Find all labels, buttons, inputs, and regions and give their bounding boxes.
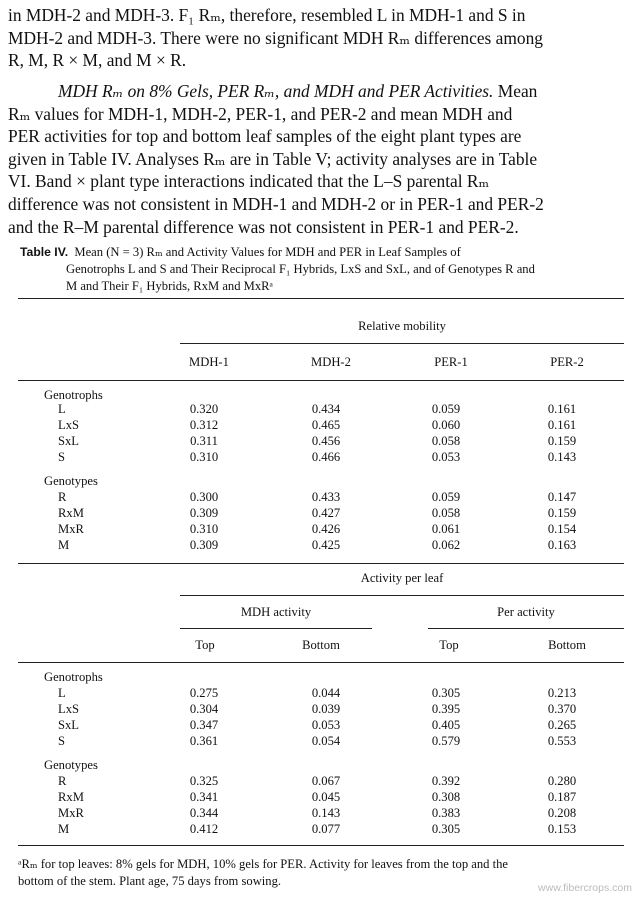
table-caption	[20, 244, 622, 295]
table-cell: 0.427	[311, 506, 341, 520]
row-label: SxL	[58, 434, 79, 448]
table-cell: 0.265	[547, 718, 577, 732]
column-header-mdh-bottom: Bottom	[302, 638, 340, 652]
row-label: S	[58, 734, 66, 748]
group-label: Genotrophs	[44, 670, 103, 684]
mdh-activity-header: MDH activity	[240, 605, 312, 619]
column-header-mdh2: MDH-2	[311, 355, 351, 369]
table-cell: 0.370	[547, 702, 577, 716]
section-heading: MDH Rₘ on 8% Gels, PER Rₘ, and MDH and PER Activities.	[58, 81, 494, 101]
table-cell: 0.159	[547, 506, 577, 520]
footnote-line: ᵃRₘ for top leaves: 8% gels for MDH, 10% gels for PER. Activity for leaves from the top and the	[18, 857, 508, 871]
group-label: Genotrophs	[44, 388, 103, 402]
table-cell: 0.053	[431, 450, 461, 464]
table-cell: 0.213	[547, 686, 577, 700]
column-header-mdh-top: Top	[195, 638, 215, 652]
table-cell: 0.061	[431, 522, 461, 536]
intro-line: R, M, R × M, and M × R.	[8, 50, 187, 71]
section-paragraph	[8, 80, 630, 238]
per-activity-rule	[428, 628, 624, 629]
table-cell: 0.361	[189, 734, 219, 748]
column-header-per2: PER-2	[550, 355, 584, 369]
activity-header: Activity per leaf	[360, 571, 444, 585]
table-cell: 0.383	[431, 806, 461, 820]
mobility-columns-rule	[18, 380, 624, 381]
table-cell: 0.305	[431, 686, 461, 700]
per-activity-header: Per activity	[497, 605, 555, 619]
table-cell: 0.044	[311, 686, 341, 700]
row-label: L	[58, 402, 66, 416]
table-cell: 0.208	[547, 806, 577, 820]
table-cell: 0.058	[431, 506, 461, 520]
section-line: given in Table IV. Analyses Rₘ are in Table V; activity analyses are in Table	[8, 148, 538, 169]
table-cell: 0.465	[311, 418, 341, 432]
table-cell: 0.161	[547, 418, 577, 432]
table-cell: 0.275	[189, 686, 219, 700]
section-line: Rₘ values for MDH-1, MDH-2, PER-1, and PER-2 and mean MDH and	[8, 103, 513, 124]
table-cell: 0.309	[189, 506, 219, 520]
watermark: www.fibercrops.com	[538, 882, 632, 894]
table-cell: 0.163	[547, 538, 577, 552]
section-line: and the R–M parental difference was not consistent in PER-1 and PER-2.	[8, 216, 519, 237]
table-top-rule	[18, 298, 624, 299]
table-cell: 0.305	[431, 822, 461, 836]
caption-text: Mean (N = 3) Rₘ and Activity Values for MDH and PER in Leaf Samples of	[74, 245, 461, 259]
row-label: R	[58, 774, 67, 788]
row-label: L	[58, 686, 66, 700]
column-header-per-bottom: Bottom	[548, 638, 586, 652]
table-cell: 0.347	[189, 718, 219, 732]
section-line: Mean	[497, 81, 538, 101]
row-label: RxM	[58, 506, 84, 520]
row-label: SxL	[58, 718, 79, 732]
row-label: S	[58, 450, 66, 464]
caption-line	[20, 244, 622, 261]
row-label: LxS	[58, 702, 79, 716]
table-cell: 0.425	[311, 538, 341, 552]
table-label: Table IV.	[20, 245, 69, 259]
caption-line: M and Their F₁ Hybrids, RxM and MxRᵃ	[66, 279, 274, 293]
table-cell: 0.308	[431, 790, 461, 804]
table-cell: 0.309	[189, 538, 219, 552]
table-cell: 0.433	[311, 490, 341, 504]
table-cell: 0.067	[311, 774, 341, 788]
table-cell: 0.320	[189, 402, 219, 416]
column-header-per-top: Top	[439, 638, 459, 652]
column-header-per1: PER-1	[434, 355, 468, 369]
group-label: Genotypes	[44, 758, 98, 772]
mobility-header-rule	[180, 343, 624, 344]
table-cell: 0.325	[189, 774, 219, 788]
table-cell: 0.143	[547, 450, 577, 464]
table-cell: 0.062	[431, 538, 461, 552]
table-cell: 0.304	[189, 702, 219, 716]
table-cell: 0.058	[431, 434, 461, 448]
table-cell: 0.154	[547, 522, 577, 536]
row-label: M	[58, 822, 70, 836]
section-line: PER activities for top and bottom leaf samples of the eight plant types are	[8, 126, 522, 147]
table-cell: 0.143	[311, 806, 341, 820]
table-cell: 0.392	[431, 774, 461, 788]
table-cell: 0.300	[189, 490, 219, 504]
table-bottom-rule	[18, 845, 624, 846]
group-label: Genotypes	[44, 474, 98, 488]
table-cell: 0.059	[431, 490, 461, 504]
intro-line: MDH-2 and MDH-3. There were no significant MDH Rₘ differences among	[8, 27, 543, 48]
table-cell: 0.045	[311, 790, 341, 804]
table-cell: 0.312	[189, 418, 219, 432]
row-label: MxR	[58, 522, 84, 536]
table-cell: 0.159	[547, 434, 577, 448]
table-cell: 0.187	[547, 790, 577, 804]
activity-header-rule	[180, 595, 624, 596]
table-cell: 0.311	[190, 434, 218, 448]
table-cell: 0.579	[431, 734, 461, 748]
table-cell: 0.077	[311, 822, 341, 836]
row-label: MxR	[58, 806, 84, 820]
row-label: LxS	[58, 418, 79, 432]
table-cell: 0.153	[547, 822, 577, 836]
mobility-header: Relative mobility	[358, 319, 446, 333]
row-label: RxM	[58, 790, 84, 804]
table-cell: 0.405	[431, 718, 461, 732]
table-cell: 0.054	[311, 734, 341, 748]
mdh-activity-rule	[180, 628, 372, 629]
caption-line: Genotrophs L and S and Their Reciprocal F₁ Hybrids, LxS and SxL, and of Genotypes R and	[66, 262, 535, 276]
table-cell: 0.039	[311, 702, 341, 716]
table-cell: 0.553	[547, 734, 577, 748]
table-cell: 0.161	[547, 402, 577, 416]
section-divider-rule	[18, 563, 624, 564]
table-cell: 0.434	[311, 402, 341, 416]
table-cell: 0.456	[311, 434, 341, 448]
table-cell: 0.310	[189, 522, 219, 536]
activity-columns-rule	[18, 662, 624, 663]
table-cell: 0.147	[547, 490, 577, 504]
section-first-line	[8, 80, 630, 103]
table-cell: 0.053	[311, 718, 341, 732]
table-cell: 0.412	[189, 822, 219, 836]
table-footnote	[18, 856, 624, 890]
table-cell: 0.466	[311, 450, 341, 464]
row-label: M	[58, 538, 70, 552]
table-cell: 0.426	[311, 522, 341, 536]
footnote-line: bottom of the stem. Plant age, 75 days from sowing.	[18, 874, 282, 888]
table-cell: 0.395	[431, 702, 461, 716]
section-line: VI. Band × plant type interactions indicated that the L–S parental Rₘ	[8, 171, 490, 192]
table-cell: 0.341	[189, 790, 219, 804]
section-line: difference was not consistent in MDH-1 and MDH-2 or in PER-1 and PER-2	[8, 193, 544, 214]
row-label: R	[58, 490, 67, 504]
table-cell: 0.310	[189, 450, 219, 464]
table-cell: 0.280	[547, 774, 577, 788]
intro-paragraph	[8, 4, 630, 72]
table-cell: 0.059	[431, 402, 461, 416]
intro-line: in MDH-2 and MDH-3. F₁ Rₘ, therefore, resembled L in MDH-1 and S in	[8, 5, 526, 25]
table-cell: 0.060	[431, 418, 461, 432]
table-cell: 0.344	[189, 806, 219, 820]
column-header-mdh1: MDH-1	[189, 355, 229, 369]
